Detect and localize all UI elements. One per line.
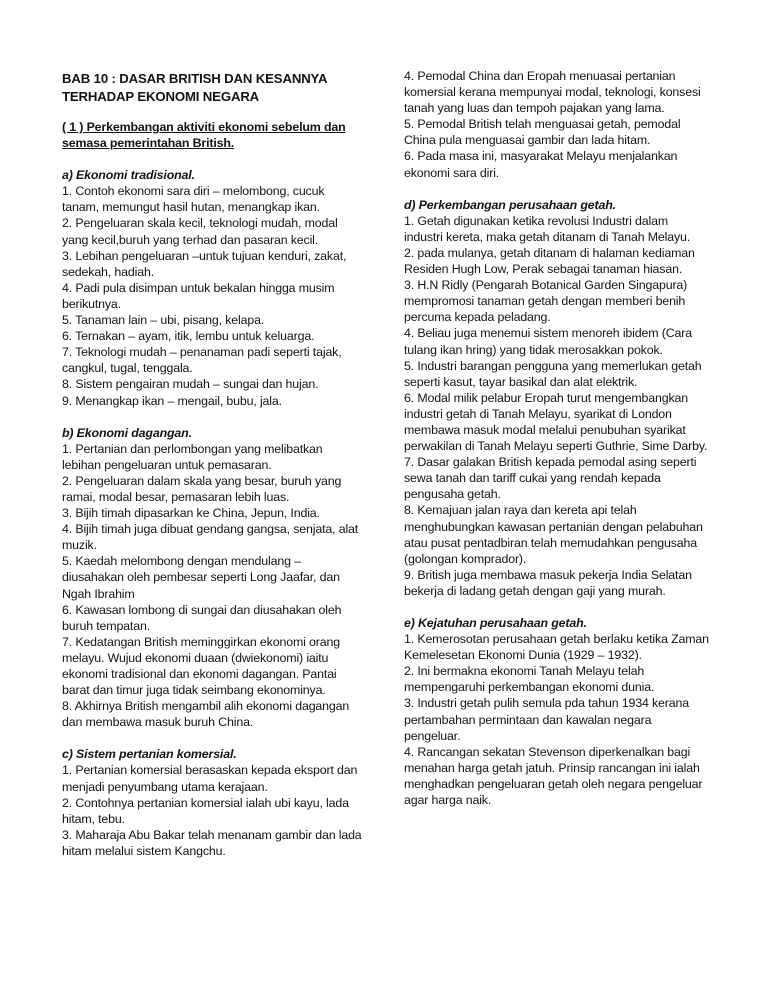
section-a-item: 4. Padi pula disimpan untuk bekalan hingga musim berikutnya. [62, 280, 335, 311]
section-e-item: 2. Ini bermakna ekonomi Tanah Melayu telah mempengaruhi perkembangan ekonomi dunia. [404, 664, 655, 695]
section-b-item: 6. Kawasan lombong di sungai dan diusahakan oleh buruh tempatan. [62, 602, 342, 633]
section-d-item: 9. British juga membawa masuk pekerja India Selatan bekerja di ladang getah dengan gaji yang murah. [404, 567, 692, 598]
spacer [404, 599, 710, 615]
section-e-heading: e) Kejatuhan perusahaan getah. [404, 616, 587, 630]
section-subheading: ( 1 ) Perkembangan aktiviti ekonomi sebelum dan semasa pemerintahan British. [62, 120, 346, 151]
left-column [62, 68, 362, 859]
section-e-item: 4. Rancangan sekatan Stevenson diperkenalkan bagi menahan harga getah jatuh. Prinsip rancangan ini ialah menghadkan pengeluaran getah oleh negara pengeluar agar harga naik. [404, 744, 703, 808]
section-c-item: 6. Pada masa ini, masyarakat Melayu menjalankan ekonomi sara diri. [404, 149, 678, 180]
section-d-item: 8. Kemajuan jalan raya dan kereta api telah menghubungkan kawasan pertanian dengan pelabuhan atau pusat pentadbiran telah memudahkan pengusaha (golongan komprador). [404, 503, 703, 566]
section-c-item: 2. Contohnya pertanian komersial ialah ubi kayu, lada hitam, tebu. [62, 795, 349, 826]
section-a-item: 7. Teknologi mudah – penanaman padi seperti tajak, cangkul, tugal, tenggala. [62, 345, 342, 376]
section-e-item: 1. Kemerosotan perusahaan getah berlaku ketika Zaman Kemelesetan Ekonomi Dunia (1929 – 1932). [404, 632, 709, 663]
section-b-item: 4. Bijih timah juga dibuat gendang gangsa, senjata, alat muzik. [62, 522, 359, 553]
section-a-item: 2. Pengeluaran skala kecil, teknologi mudah, modal yang kecil,buruh yang terhad dan pasaran kecil. [62, 216, 338, 247]
section-a-item: 8. Sistem pengairan mudah – sungai dan hujan. [62, 377, 319, 392]
section-b-item: 2. Pengeluaran dalam skala yang besar, buruh yang ramai, modal besar, pemasaran lebih luas. [62, 473, 342, 504]
section-d-item: 7. Dasar galakan British kepada pemodal asing seperti sewa tanah dan tariff cukai yang rendah kepada pengusaha getah. [404, 455, 697, 502]
section-c-item: 4. Pemodal China dan Eropah menuasai pertanian komersial kerana mempunyai modal, teknologi, konsesi tanah yang luas dan tempoh pajakan yang lama. [404, 69, 701, 116]
section-b-item: 7. Kedatangan British meminggirkan ekonomi orang melayu. Wujud ekonomi duaan (dwiekonomi) iaitu ekonomi tradisional dan ekonomi dagangan. Pantai barat dan timur juga tidak seimbang ekonominya. [62, 634, 340, 698]
section-c-heading: c) Sistem pertanian komersial. [62, 747, 237, 762]
section-a-item: 5. Tanaman lain – ubi, pisang, kelapa. [62, 313, 265, 328]
section-a-item: 6. Ternakan – ayam, itik, lembu untuk keluarga. [62, 329, 315, 344]
section-b-heading: b) Ekonomi dagangan. [62, 425, 192, 440]
section-a-item: 9. Menangkap ikan – mengail, bubu, jala. [62, 393, 282, 408]
section-d-heading: d) Perkembangan perusahaan getah. [404, 197, 616, 212]
right-column [404, 68, 710, 808]
chapter-title-line-1: BAB 10 : DASAR BRITISH DAN KESANNYA [62, 71, 328, 86]
section-d-item: 2. pada mulanya, getah ditanam di halaman kediaman Residen Hugh Low, Perak sebagai tanaman hiasan. [404, 245, 695, 277]
section-e-item: 3. Industri getah pulih semula pda tahun 1934 kerana pertambahan permintaan dan kawalan negara pengeluar. [404, 696, 689, 743]
section-d-item: 3. H.N Ridly (Pengarah Botanical Garden Singapura) mempromosi tanaman getah dengan memberi benih percuma kepada peladang. [404, 278, 688, 325]
section-b-item: 3. Bijih timah dipasarkan ke China, Jepun, India. [62, 506, 320, 521]
chapter-title [62, 70, 362, 105]
spacer [62, 730, 362, 746]
section-d-item: 4. Beliau juga menemui sistem menoreh ibidem (Cara tulang ikan hring) yang tidak merosakkan pokok. [404, 326, 692, 357]
section-a-item: 1. Contoh ekonomi sara diri – melombong, cucuk tanam, memungut hasil hutan, menangkap ikan. [62, 184, 325, 215]
section-c-item: 5. Pemodal British telah menguasai getah, pemodal China pula menguasai gambir dan lada hitam. [404, 117, 681, 148]
section-a-item: 3. Lebihan pengeluaran –untuk tujuan kenduri, zakat, sedekah, hadiah. [62, 248, 347, 279]
section-c-item: 1. Pertanian komersial berasaskan kepada eksport dan menjadi penyumbang utama kerajaan. [62, 763, 358, 794]
section-c-item: 3. Maharaja Abu Bakar telah menanam gambir dan lada hitam melalui sistem Kangchu. [62, 827, 362, 858]
section-d-item: 6. Modal milik pelabur Eropah turut mengembangkan industri getah di Tanah Melayu, syarikat di London membawa masuk modal melalui penubuhan syarikat perwakilan di Tanah Melayu seperti Guthrie, Sime Darby. [404, 390, 708, 454]
section-d-item: 5. Industri barangan pengguna yang memerlukan getah seperti kasut, tayar basikal dan alat elektrik. [404, 358, 702, 389]
section-b-item: 1. Pertanian dan perlombongan yang melibatkan lebihan pengeluaran untuk pemasaran. [62, 441, 323, 472]
section-d-item: 1. Getah digunakan ketika revolusi Industri dalam industri kereta, maka getah ditanam di Tanah Melayu. [404, 213, 691, 244]
section-a-heading: a) Ekonomi tradisional. [62, 168, 195, 183]
chapter-title-line-2: TERHADAP EKONOMI NEGARA [62, 88, 260, 104]
section-b-item: 8. Akhirnya British mengambil alih ekonomi dagangan dan membawa masuk buruh China. [62, 699, 350, 730]
spacer [404, 181, 710, 197]
section-b-item: 5. Kaedah melombong dengan mendulang – diusahakan oleh pembesar seperti Long Jaafar, dan Ngah Ibrahim [62, 554, 340, 601]
spacer [62, 409, 362, 425]
